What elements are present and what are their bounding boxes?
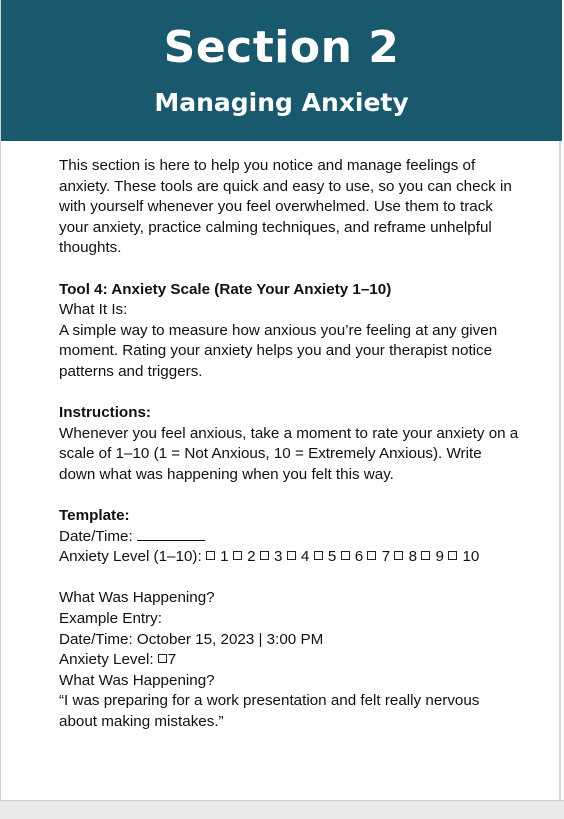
template-level-row <box>59 547 519 568</box>
level-option-2[interactable] <box>229 548 256 565</box>
example-label: Example Entry: <box>59 610 162 628</box>
level-option-6[interactable] <box>336 548 363 565</box>
checkbox-icon[interactable] <box>448 551 457 560</box>
section-content <box>59 156 519 733</box>
level-option-label: 6 <box>354 548 364 566</box>
section-header <box>1 0 562 141</box>
checkbox-icon[interactable] <box>260 551 269 560</box>
level-option-label: 9 <box>435 548 444 566</box>
level-option-3[interactable] <box>256 548 283 565</box>
level-option-10[interactable] <box>444 548 479 565</box>
checkbox-icon[interactable] <box>206 551 215 560</box>
checkbox-icon[interactable] <box>421 551 430 560</box>
example-level-row <box>59 650 519 671</box>
checkbox-icon[interactable] <box>341 551 350 560</box>
level-option-label: 2 <box>247 548 256 566</box>
what-it-is-label: What It Is: <box>59 301 128 319</box>
what-it-is-text: A simple way to measure how anxious you’re feeling at any given moment. Rating your anxiety helps you and your therapist notice patterns and triggers. <box>59 321 498 380</box>
checkbox-icon[interactable] <box>287 551 296 560</box>
example-datetime: Date/Time: October 15, 2023 | 3:00 PM <box>59 630 324 648</box>
template-level-label: Anxiety Level (1–10): <box>59 548 202 566</box>
checkbox-icon[interactable] <box>314 551 323 560</box>
level-option-label: 5 <box>327 548 337 566</box>
level-option-4[interactable] <box>282 548 309 565</box>
page-bottom-edge <box>0 800 564 819</box>
level-options <box>206 548 479 565</box>
level-option-label: 10 <box>462 548 480 566</box>
template-datetime-label: Date/Time: <box>59 527 133 545</box>
level-option-label: 8 <box>408 548 418 566</box>
example-quote: “I was preparing for a work presentation and felt really nervous about making mistakes.” <box>59 692 480 731</box>
level-option-1[interactable] <box>206 548 229 565</box>
level-option-label: 4 <box>300 548 310 566</box>
instructions-text: Whenever you feel anxious, take a moment to rate your anxiety on a scale of 1–10 (1 = Not Anxious, 10 = Extremely Anxious). Write down what was happening when you felt this way. <box>59 424 519 483</box>
level-option-label: 1 <box>220 548 229 566</box>
template-happening-label: What Was Happening? <box>59 589 215 607</box>
template-heading: Template: <box>59 507 130 525</box>
level-option-label: 7 <box>381 548 391 566</box>
checkbox-icon[interactable] <box>233 551 242 560</box>
example-level-label: Anxiety Level: <box>59 651 154 669</box>
section-title: Section 2 <box>163 22 400 73</box>
checkbox-icon[interactable] <box>394 551 403 560</box>
instructions-heading: Instructions: <box>59 404 151 422</box>
checkbox-icon[interactable] <box>367 551 376 560</box>
level-option-label: 3 <box>274 548 283 566</box>
level-option-7[interactable] <box>363 548 390 565</box>
section-subtitle: Managing Anxiety <box>154 88 409 117</box>
intro-paragraph: This section is here to help you notice and manage feelings of anxiety. These tools are quick and easy to use, so you can check in with yourself whenever you feel overwhelmed. Use them to track your anxiety, practice calming techniques, and reframe unhelpful thoughts. <box>59 157 512 257</box>
level-option-8[interactable] <box>390 548 417 565</box>
tool-heading: Tool 4: Anxiety Scale (Rate Your Anxiety 1–10) <box>59 280 392 298</box>
level-option-9[interactable] <box>417 548 444 565</box>
checkbox-icon <box>158 654 167 663</box>
example-level-value: 7 <box>167 651 177 669</box>
datetime-blank-line[interactable] <box>137 528 205 541</box>
example-happening-label: What Was Happening? <box>59 671 215 689</box>
template-datetime-row <box>59 527 519 548</box>
level-option-5[interactable] <box>309 548 336 565</box>
